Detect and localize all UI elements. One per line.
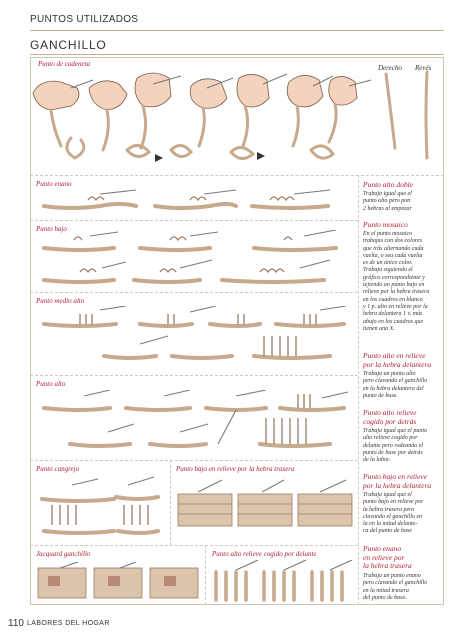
row-separator [30, 175, 444, 176]
note-title: Punto alto doble [363, 180, 413, 189]
single-crochet-illustration [40, 230, 350, 292]
step-label-alto: Punto alto [36, 380, 66, 388]
label-derecho: Derecho [378, 64, 402, 72]
jacquard-illustration [36, 562, 202, 602]
column-separator [358, 175, 359, 605]
note-title: Punto enano en relieve por la hebra trasera [363, 544, 412, 570]
step-label-cadeneta: Punto de cadeneta [38, 60, 91, 68]
row-separator [30, 292, 358, 293]
section-label: PUNTOS UTILIZADOS [30, 14, 139, 25]
row-separator [30, 545, 358, 546]
note-title: Punto alto relieve cogido por detrás [363, 408, 417, 426]
note-title: Punto mosaico [363, 220, 408, 229]
title-rule [30, 54, 444, 55]
note-title: Punto alto en relieve por la hebra delantera [363, 351, 432, 369]
slip-stitch-illustration [40, 188, 350, 218]
row-separator [30, 220, 358, 221]
step-label-medio-alto: Punto medio alto [36, 297, 85, 305]
note-body: En el punto mosaico trabajas con dos colores que irás alternando cada vuelta, o sea cada vuelta es de un único color. Trabaja siguiendo el gráfico correspondiente y tejiendo un punto bajo en relieve por la hebra trasera en los cuadros en blanco y 1 p. alto en relieve por la hebra delantera 1 v. más abajo en los cuadros que tienen una X. [363, 231, 430, 332]
header-rule [30, 30, 444, 31]
note-body: Trabaja igual que el punto alto relieve cogido por delante pero rodeando el punto de base por detrás de la labor. [363, 428, 428, 464]
note-body: Trabaja igual que el punto bajo en relieve por la hebra trasera pero clavando el ganchillo en la en la mitad delante- ra del punto de base [363, 492, 424, 535]
step-label-alto-relieve-delante: Punto alto relieve cogido por delante [212, 550, 317, 558]
chain-stitch-illustration [31, 58, 443, 175]
magazine-name: LABORES DEL HOGAR [27, 620, 110, 627]
step-label-enano: Punto enano [36, 180, 72, 188]
front-post-double-crochet-illustration [212, 560, 354, 604]
step-label-jacquard: Jacquard ganchillo [36, 550, 91, 558]
step-label-bajo-relieve-trasera: Punto bajo en relieve por la hebra trasera [176, 465, 295, 473]
half-double-crochet-illustration [40, 306, 352, 370]
page-number: 110 [8, 618, 24, 629]
step-label-cangrejo: Punto cangrejo [36, 465, 80, 473]
note-title: Punto bajo en relieve por la hebra delantera [363, 472, 432, 490]
column-separator [205, 545, 206, 605]
note-body: Trabaja un punto enano pero clavando el ganchillo en la mitad trasera del punto de base. [363, 573, 428, 601]
double-crochet-illustration [40, 390, 352, 456]
page-title: GANCHILLO [30, 38, 107, 52]
note-body: Trabaja igual que el punto alto pero pon 2 hebras al empezar [363, 191, 412, 212]
label-reves: Revés [415, 64, 432, 72]
row-separator [30, 460, 358, 461]
note-body: Trabaja un punto alto pero clavando el ganchillo en la hebra delantera del punto de base. [363, 371, 428, 399]
row-separator [30, 375, 358, 376]
step-label-bajo: Punto bajo [36, 225, 67, 233]
reverse-single-crochet-illustration [38, 475, 166, 541]
column-separator [170, 460, 171, 545]
back-loop-single-crochet-illustration [176, 478, 354, 530]
